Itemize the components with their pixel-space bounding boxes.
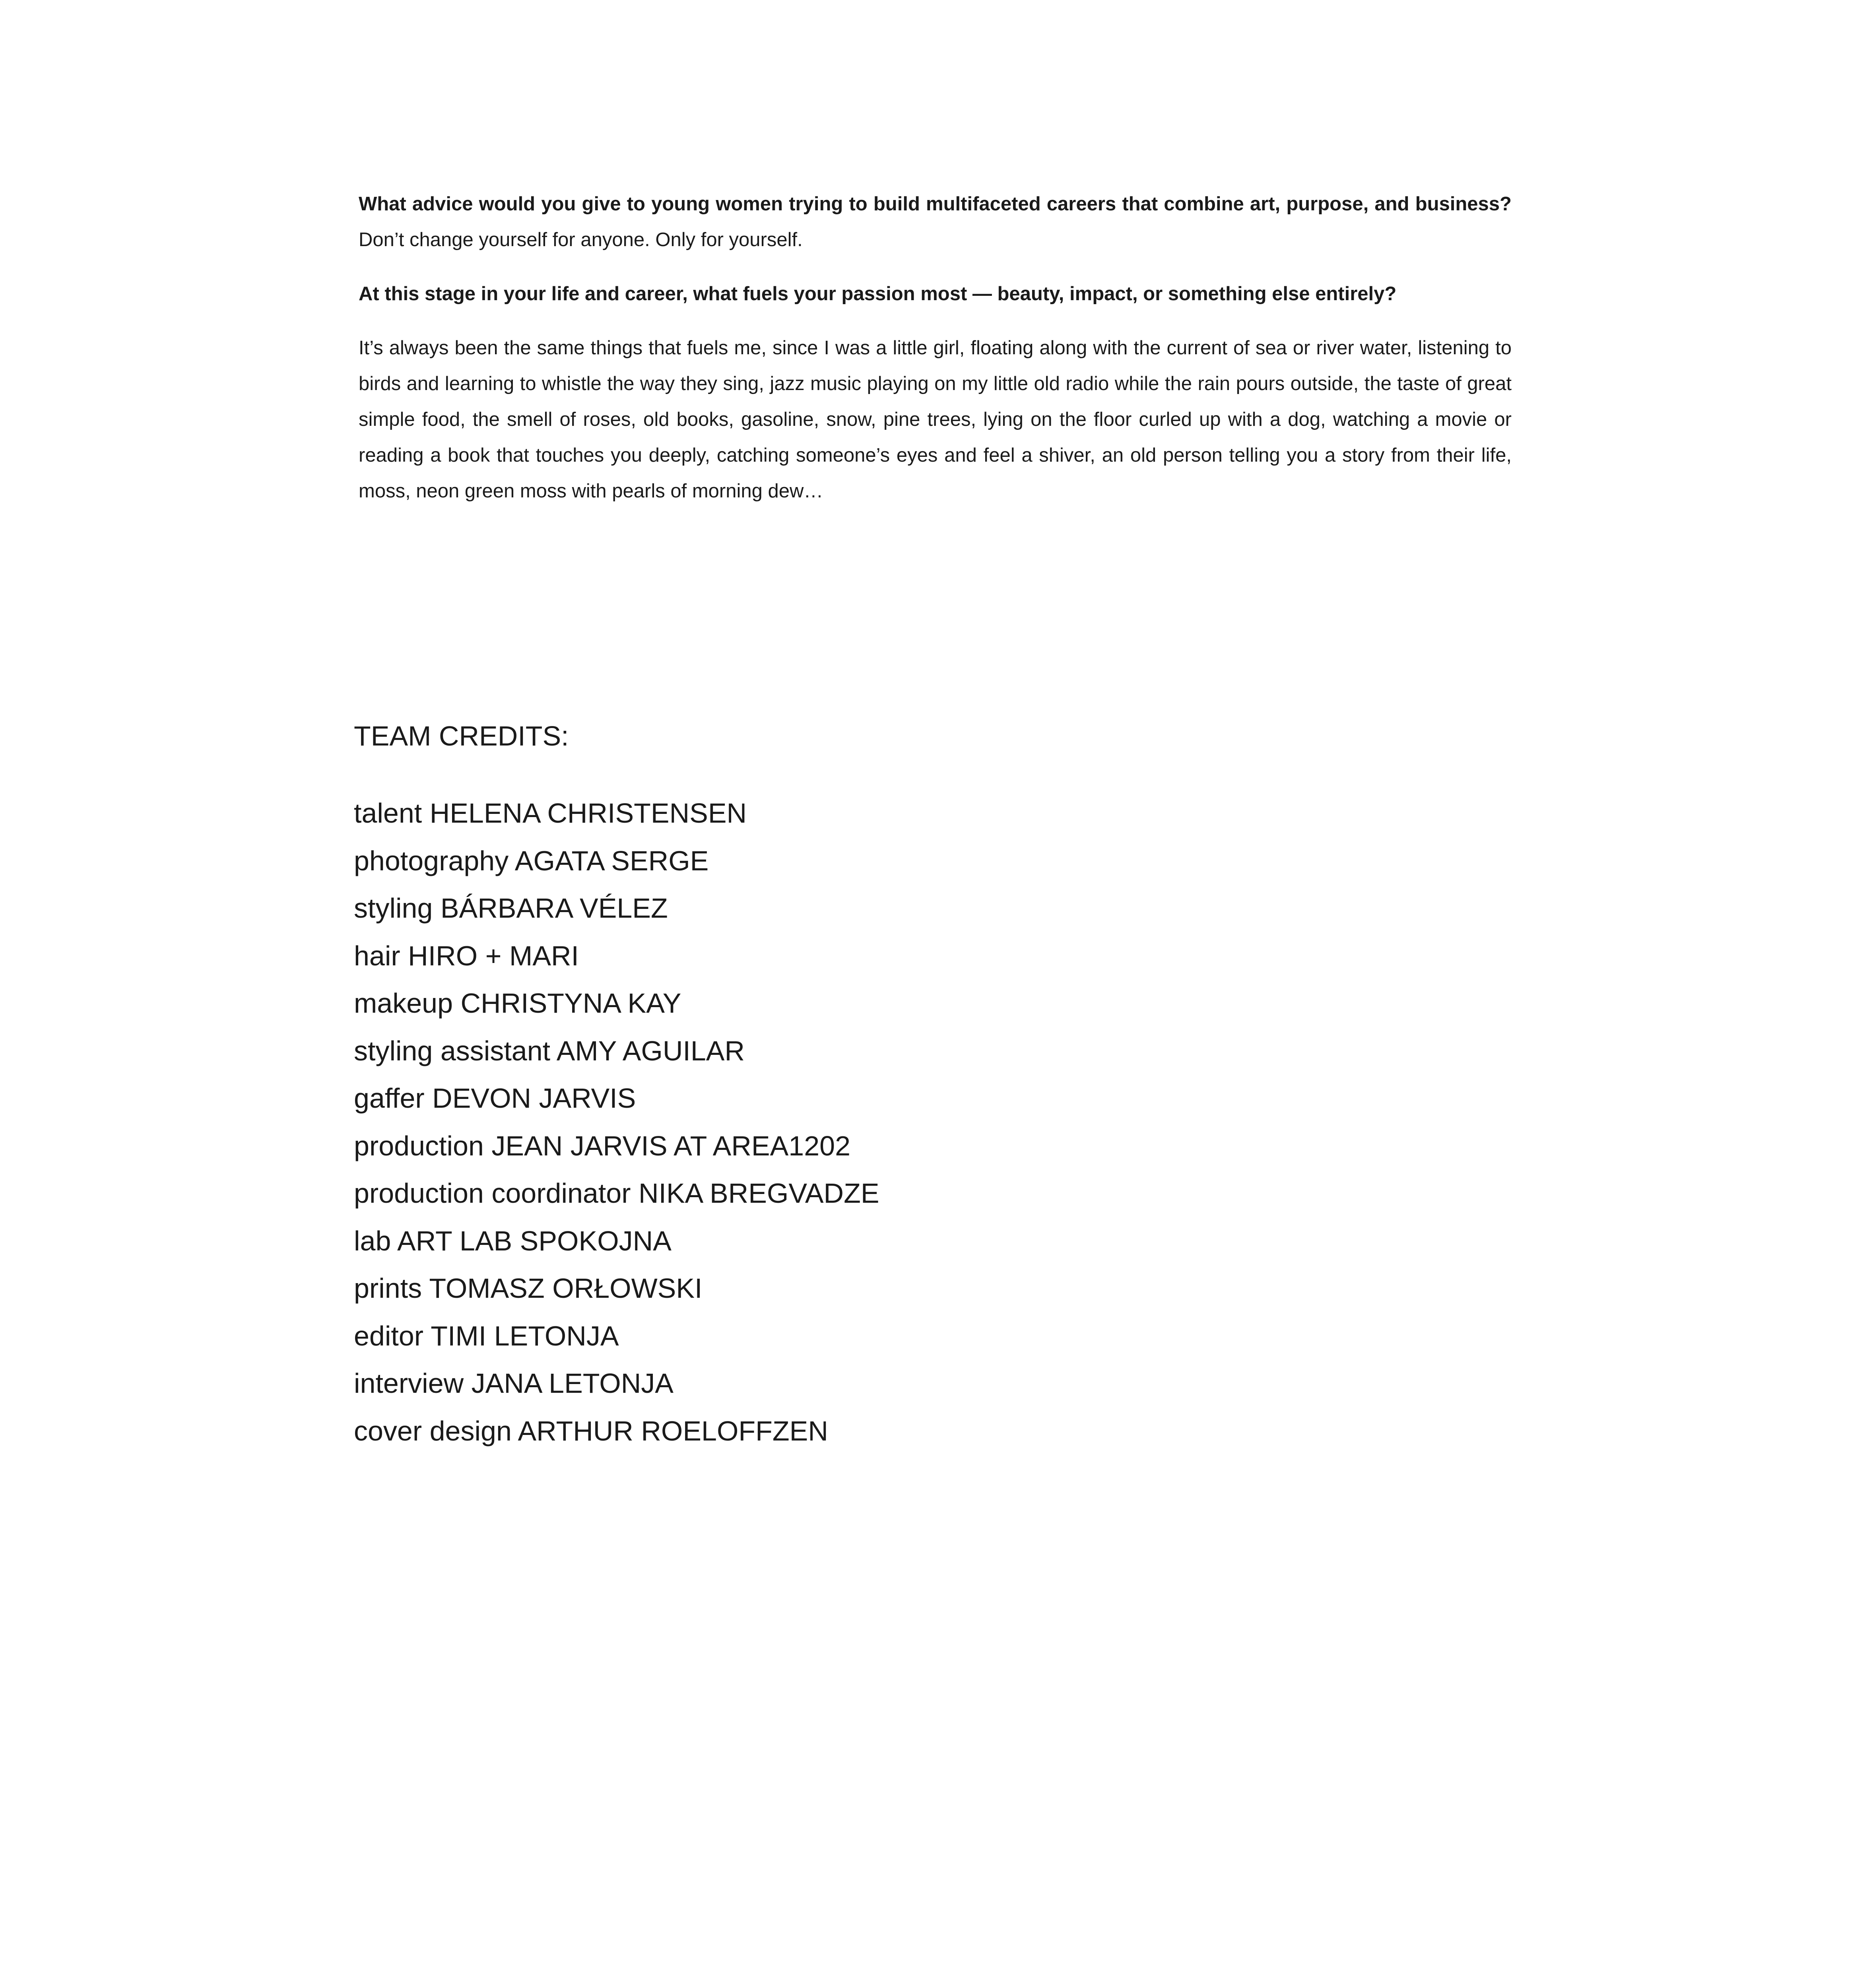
credit-item: talent HELENA CHRISTENSEN (354, 798, 747, 829)
credit-item: makeup CHRISTYNA KAY (354, 988, 681, 1019)
team-credits-section (354, 719, 1308, 1446)
credit-item: prints TOMASZ ORŁOWSKI (354, 1273, 703, 1304)
credit-item: photography AGATA SERGE (354, 845, 709, 876)
interview-qa-1 (359, 186, 1512, 258)
credit-item: styling BÁRBARA VÉLEZ (354, 893, 668, 924)
credit-item: production JEAN JARVIS AT AREA1202 (354, 1130, 851, 1161)
answer-2: It’s always been the same things that fuels me, since I was a little girl, floating along with the current of sea or river water, listening to birds and learning to whistle the way they sing, jazz music playing on my little old radio while the rain pours outside, the taste of great simple food, the smell of roses, old books, gasoline, snow, pine trees, lying on the floor curled up with a dog, watching a movie or reading a book that touches you deeply, catching someone’s eyes and feel a shiver, an old person telling you a story from their life, moss, neon green moss with pearls of morning dew… (359, 337, 1512, 502)
credit-item: production coordinator NIKA BREGVADZE (354, 1178, 879, 1209)
question-1: What advice would you give to young women trying to build multifaceted careers that combine art, purpose, and business? (359, 193, 1512, 215)
credit-item: gaffer DEVON JARVIS (354, 1083, 636, 1114)
answer-1: Don’t change yourself for anyone. Only for yourself. (359, 229, 803, 250)
team-credits-heading: TEAM CREDITS: (354, 720, 569, 751)
credit-item: editor TIMI LETONJA (354, 1320, 619, 1351)
credit-item: hair HIRO + MARI (354, 940, 579, 971)
credit-item: styling assistant AMY AGUILAR (354, 1035, 745, 1066)
credit-item: lab ART LAB SPOKOJNA (354, 1225, 672, 1256)
credit-item: interview JANA LETONJA (354, 1368, 674, 1399)
credit-item: cover design ARTHUR ROELOFFZEN (354, 1415, 828, 1446)
interview-section (359, 186, 1512, 527)
team-credits-list (354, 790, 879, 1455)
question-2: At this stage in your life and career, what fuels your passion most — beauty, impact, or something else entirely? (359, 283, 1397, 305)
